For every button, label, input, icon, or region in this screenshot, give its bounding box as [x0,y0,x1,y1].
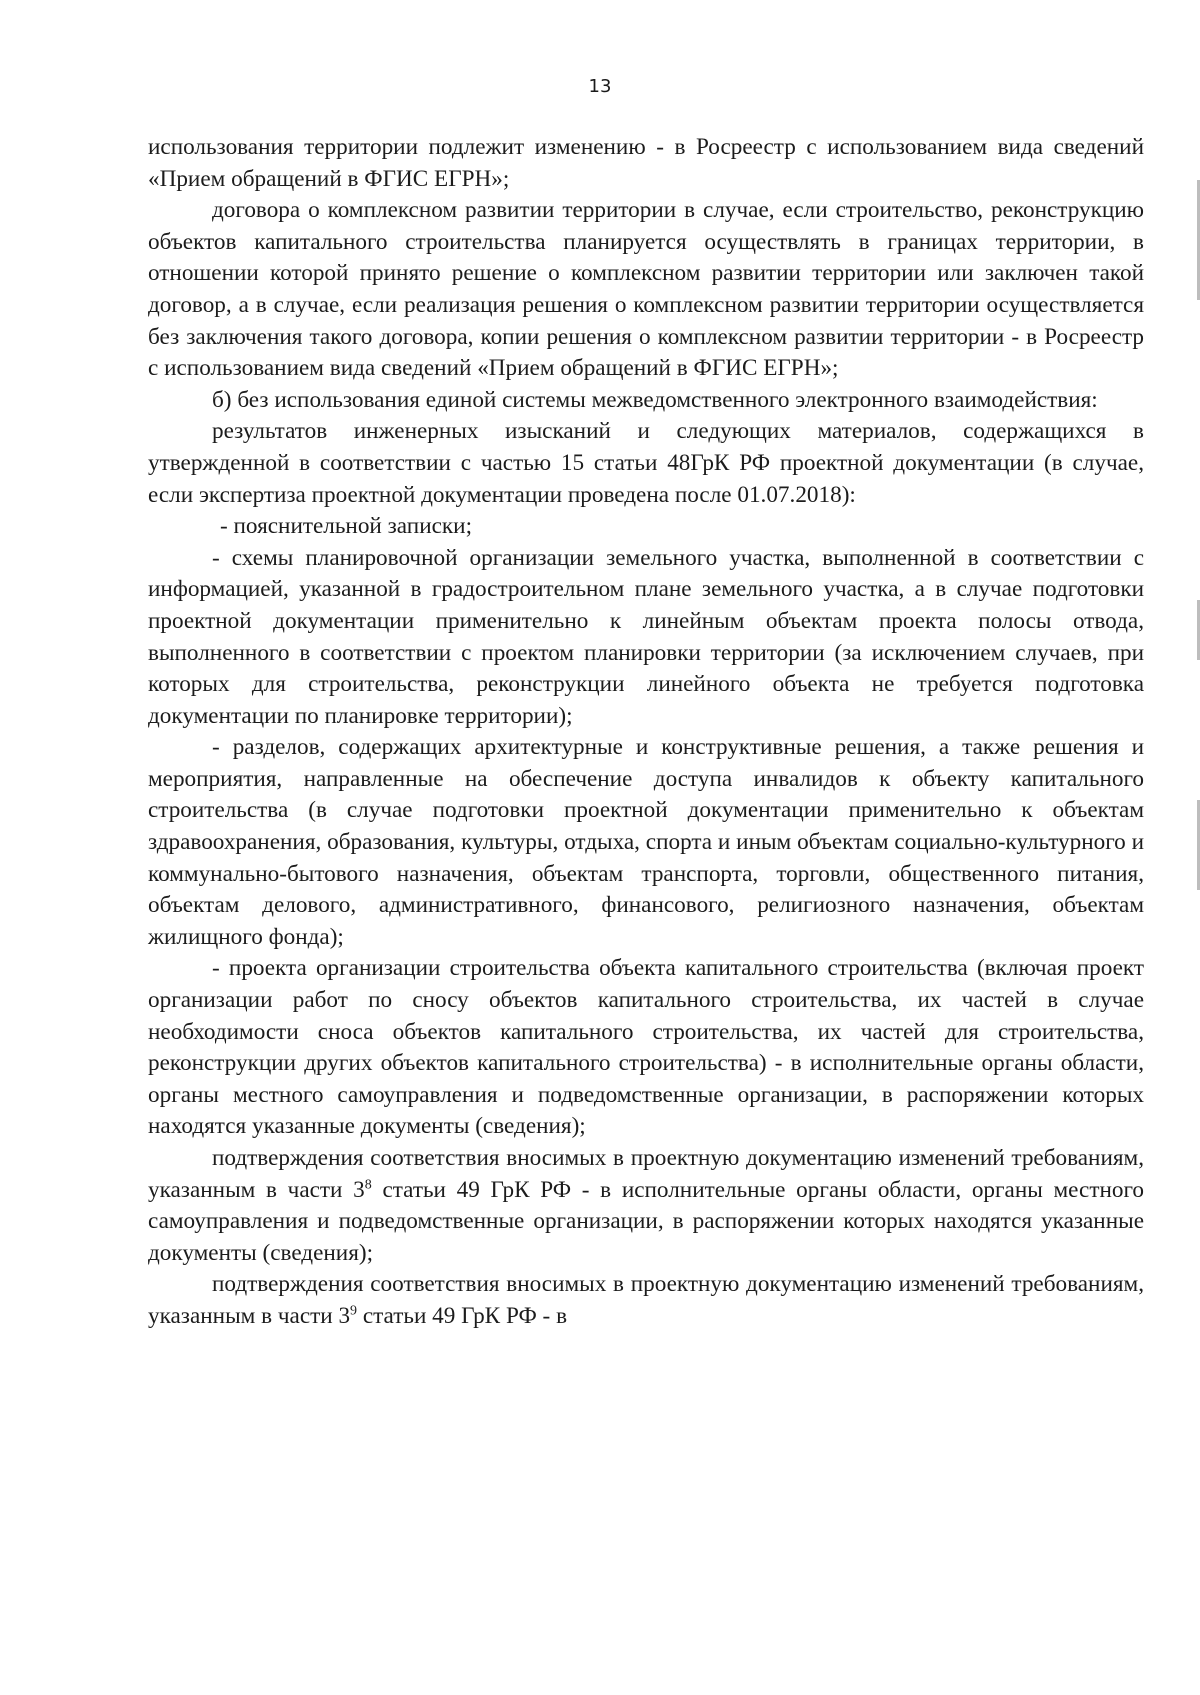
paragraph-text-after: статьи 49 ГрК РФ - в исполнительные органы области, органы местного самоуправления и подведомственные организации, в распоряжении которых находятся указанные документы (сведения); [148,1176,1145,1266]
paragraph-continuation: использования территории подлежит изменению - в Росреестр с использованием вида сведений «Прием обращений в ФГИС ЕГРН»; [148,134,1144,192]
superscript: 9 [350,1303,358,1319]
paragraph-b-without-system: б) без использования единой системы межведомственного электронного взаимодействия: [212,386,1098,413]
paragraph-text-before: подтверждения соответствия вносимых в проектную документацию изменений требованиям, указанным в части 3 [148,1271,1144,1329]
page-number: 13 [588,76,612,97]
paragraph-text-before: подтверждения соответствия вносимых в проектную документацию изменений требованиям, указанным в части 3 [148,1145,1144,1203]
list-item-architectural-sections: - разделов, содержащих архитектурные и конструктивные решения, а также решения и мероприятия, направленные на обеспечение доступа инвалидов к объекту капитального строительства (в случае подготовки проектной документации применительно к объектам здравоохранения, образования, культуры, отдыха, спорта и иным объектам социально-культурного и коммунально-бытового назначения, объектам транспорта, торговли, общественного питания, объектам делового, административного, финансового, религиозного назначения, объектам жилищного фонда); [148,734,1144,950]
paragraph-confirmation-3-9 [148,1269,1144,1332]
superscript: 8 [364,1176,372,1192]
document-body [148,132,1144,1333]
paragraph-confirmation-3-8 [148,1143,1144,1269]
list-item-explanatory-note: - пояснительной записки; [220,513,473,540]
paragraph-contract: договора о комплексном развитии территории в случае, если строительство, реконструкцию объектов капитального строительства планируется осуществлять в границах территории, в отношении которой принято решение о комплексном развитии территории или заключен такой договор, а в случае, если реализация решения о комплексном развитии территории осуществляется без заключения такого договора, копии решения о комплексном развитии территории - в Росреестр с использованием вида сведений «Прием обращений в ФГИС ЕГРН»; [148,197,1144,382]
paragraph-survey-results: результатов инженерных изысканий и следующих материалов, содержащихся в утвержденной в соответствии с частью 15 статьи 48ГрК РФ проектной документации (в случае, если экспертиза проектной документации проведена после 01.07.2018): [148,418,1144,508]
list-item-construction-project: - проекта организации строительства объекта капитального строительства (включая проект организации работ по сносу объектов капитального строительства, их частей в случае необходимости сноса объектов капитального строительства, их частей для строительства, реконструкции других объектов капитального строительства) - в исполнительные органы области, органы местного самоуправления и подведомственные организации, в распоряжении которых находятся указанные документы (сведения); [148,955,1144,1140]
paragraph-text-after: статьи 49 ГрК РФ - в [357,1302,568,1329]
list-item-land-plot-scheme: - схемы планировочной организации земельного участка, выполненной в соответствии с информацией, указанной в градостроительном плане земельного участка, а в случае подготовки проектной документации применительно к линейным объектам проекта полосы отвода, выполненного в соответствии с проектом планировки территории (за исключением случаев, при которых для строительства, реконструкции линейного объекта не требуется подготовка документации по планировке территории); [148,544,1144,729]
